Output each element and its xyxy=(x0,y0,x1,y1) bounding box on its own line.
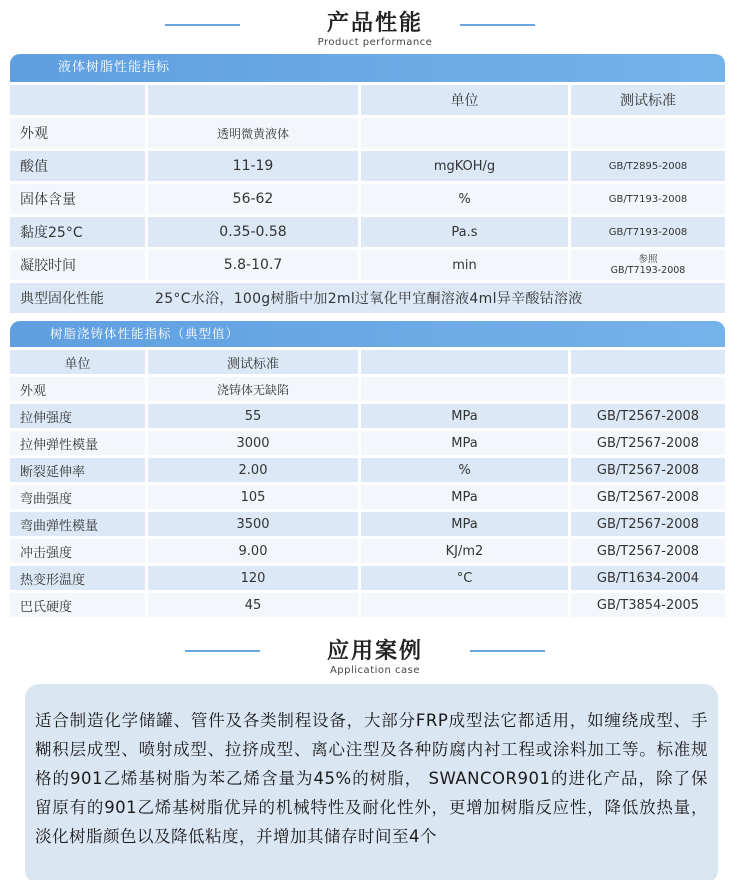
property-standard: GB/T2567-2008 xyxy=(568,431,725,455)
header-cell-unit: 单位 xyxy=(10,350,145,374)
casting-bar-title: 树脂浇铸体性能指标（典型值） xyxy=(10,321,725,347)
property-value: 55 xyxy=(145,404,358,428)
property-value: 9.00 xyxy=(145,539,358,563)
table-row xyxy=(10,593,725,617)
property-standard: GB/T3854-2005 xyxy=(568,593,725,617)
property-unit xyxy=(358,377,568,401)
header-cell xyxy=(568,350,725,374)
property-name: 拉伸弹性模量 xyxy=(10,431,145,455)
property-standard: GB/T2895-2008 xyxy=(568,151,725,181)
property-value: 0.35-0.58 xyxy=(145,217,358,247)
table-header-row xyxy=(10,85,725,115)
property-value: 5.8-10.7 xyxy=(145,250,358,280)
table-row xyxy=(10,184,725,214)
liquid-resin-panel xyxy=(10,54,725,316)
table-row xyxy=(10,404,725,428)
table-row xyxy=(10,377,725,401)
casting-table xyxy=(10,347,725,620)
property-unit xyxy=(358,593,568,617)
property-standard: GB/T2567-2008 xyxy=(568,512,725,536)
property-name: 固体含量 xyxy=(10,184,145,214)
application-subtitle: Application case xyxy=(329,665,421,676)
property-unit xyxy=(358,118,568,148)
table-row xyxy=(10,485,725,509)
property-standard: GB/T2567-2008 xyxy=(568,485,725,509)
property-name: 外观 xyxy=(10,118,145,148)
heading-rule-left xyxy=(185,650,260,652)
property-unit: MPa xyxy=(358,431,568,455)
property-name: 热变形温度 xyxy=(10,566,145,590)
property-standard: GB/T7193-2008 xyxy=(568,217,725,247)
property-value: 3000 xyxy=(145,431,358,455)
header-cell xyxy=(10,85,145,115)
table-row xyxy=(10,539,725,563)
header-cell-standard: 测试标准 xyxy=(568,85,725,115)
property-unit: °C xyxy=(358,566,568,590)
product-subtitle: Product performance xyxy=(317,37,433,48)
property-name: 弯曲强度 xyxy=(10,485,145,509)
property-name: 巴氏硬度 xyxy=(10,593,145,617)
standard-code: GB/T7193-2008 xyxy=(610,265,686,276)
property-name: 黏度25°C xyxy=(10,217,145,247)
property-value: 2.00 xyxy=(145,458,358,482)
property-name: 冲击强度 xyxy=(10,539,145,563)
header-cell xyxy=(358,350,568,374)
property-name: 断裂延伸率 xyxy=(10,458,145,482)
property-value: 11-19 xyxy=(145,151,358,181)
property-unit: Pa.s xyxy=(358,217,568,247)
property-unit: min xyxy=(358,250,568,280)
application-title: 应用案例 xyxy=(326,639,423,664)
property-standard xyxy=(568,250,725,280)
header-cell-unit: 单位 xyxy=(358,85,568,115)
header-cell-standard: 测试标准 xyxy=(145,350,358,374)
property-standard: GB/T2567-2008 xyxy=(568,404,725,428)
table-row xyxy=(10,283,725,313)
property-unit: % xyxy=(358,184,568,214)
property-standard: GB/T2567-2008 xyxy=(568,458,725,482)
property-value: 105 xyxy=(145,485,358,509)
property-name: 弯曲弹性模量 xyxy=(10,512,145,536)
property-value: 3500 xyxy=(145,512,358,536)
property-value: 120 xyxy=(145,566,358,590)
property-name: 凝胶时间 xyxy=(10,250,145,280)
liquid-resin-bar-title: 液体树脂性能指标 xyxy=(10,54,725,82)
product-title: 产品性能 xyxy=(326,11,423,36)
product-section-heading xyxy=(0,6,750,48)
application-section-heading xyxy=(0,634,750,676)
property-standard xyxy=(568,118,725,148)
table-row xyxy=(10,118,725,148)
table-row xyxy=(10,151,725,181)
property-value: 浇铸体无缺陷 xyxy=(145,377,358,401)
property-standard: GB/T1634-2004 xyxy=(568,566,725,590)
casting-panel xyxy=(10,321,725,620)
table-row xyxy=(10,458,725,482)
property-unit: MPa xyxy=(358,404,568,428)
property-value-wide: 25°C水浴，100g树脂中加2ml过氧化甲宜酮溶液4ml异辛酸钴溶液 xyxy=(145,283,725,313)
application-text: 适合制造化学储罐、管件及各类制程设备，大部分FRP成型法它都适用，如缠绕成型、手糊积层成型、喷射成型、拉挤成型、离心注型及各种防腐内衬工程或涂料加工等。标准规格的901乙烯基树脂为苯乙烯含量为45%的树脂， SWANCOR901的进化产品，除了保留原有的901乙烯基树脂优异的机械特性及耐化性外，更增加树脂反应性，降低放热量，淡化树脂颜色以及降低粘度，并增加其储存时间至4个 xyxy=(35,711,708,846)
property-value: 透明微黄液体 xyxy=(145,118,358,148)
property-unit: mgKOH/g xyxy=(358,151,568,181)
table-row xyxy=(10,431,725,455)
property-unit: % xyxy=(358,458,568,482)
standard-note: 参照 xyxy=(638,254,658,265)
header-cell xyxy=(145,85,358,115)
property-name: 酸值 xyxy=(10,151,145,181)
heading-rule-left xyxy=(165,24,240,26)
property-name: 拉伸强度 xyxy=(10,404,145,428)
property-name: 典型固化性能 xyxy=(10,283,145,313)
property-standard: GB/T2567-2008 xyxy=(568,539,725,563)
property-standard xyxy=(568,377,725,401)
table-row xyxy=(10,566,725,590)
property-standard: GB/T7193-2008 xyxy=(568,184,725,214)
property-unit: MPa xyxy=(358,485,568,509)
property-unit: MPa xyxy=(358,512,568,536)
application-case-box xyxy=(25,684,718,880)
property-unit: KJ/m2 xyxy=(358,539,568,563)
table-row xyxy=(10,250,725,280)
property-name: 外观 xyxy=(10,377,145,401)
table-row xyxy=(10,512,725,536)
heading-rule-right xyxy=(460,24,535,26)
heading-rule-right xyxy=(470,650,545,652)
table-header-row xyxy=(10,350,725,374)
liquid-resin-table xyxy=(10,82,725,316)
table-row xyxy=(10,217,725,247)
property-value: 56-62 xyxy=(145,184,358,214)
property-value: 45 xyxy=(145,593,358,617)
